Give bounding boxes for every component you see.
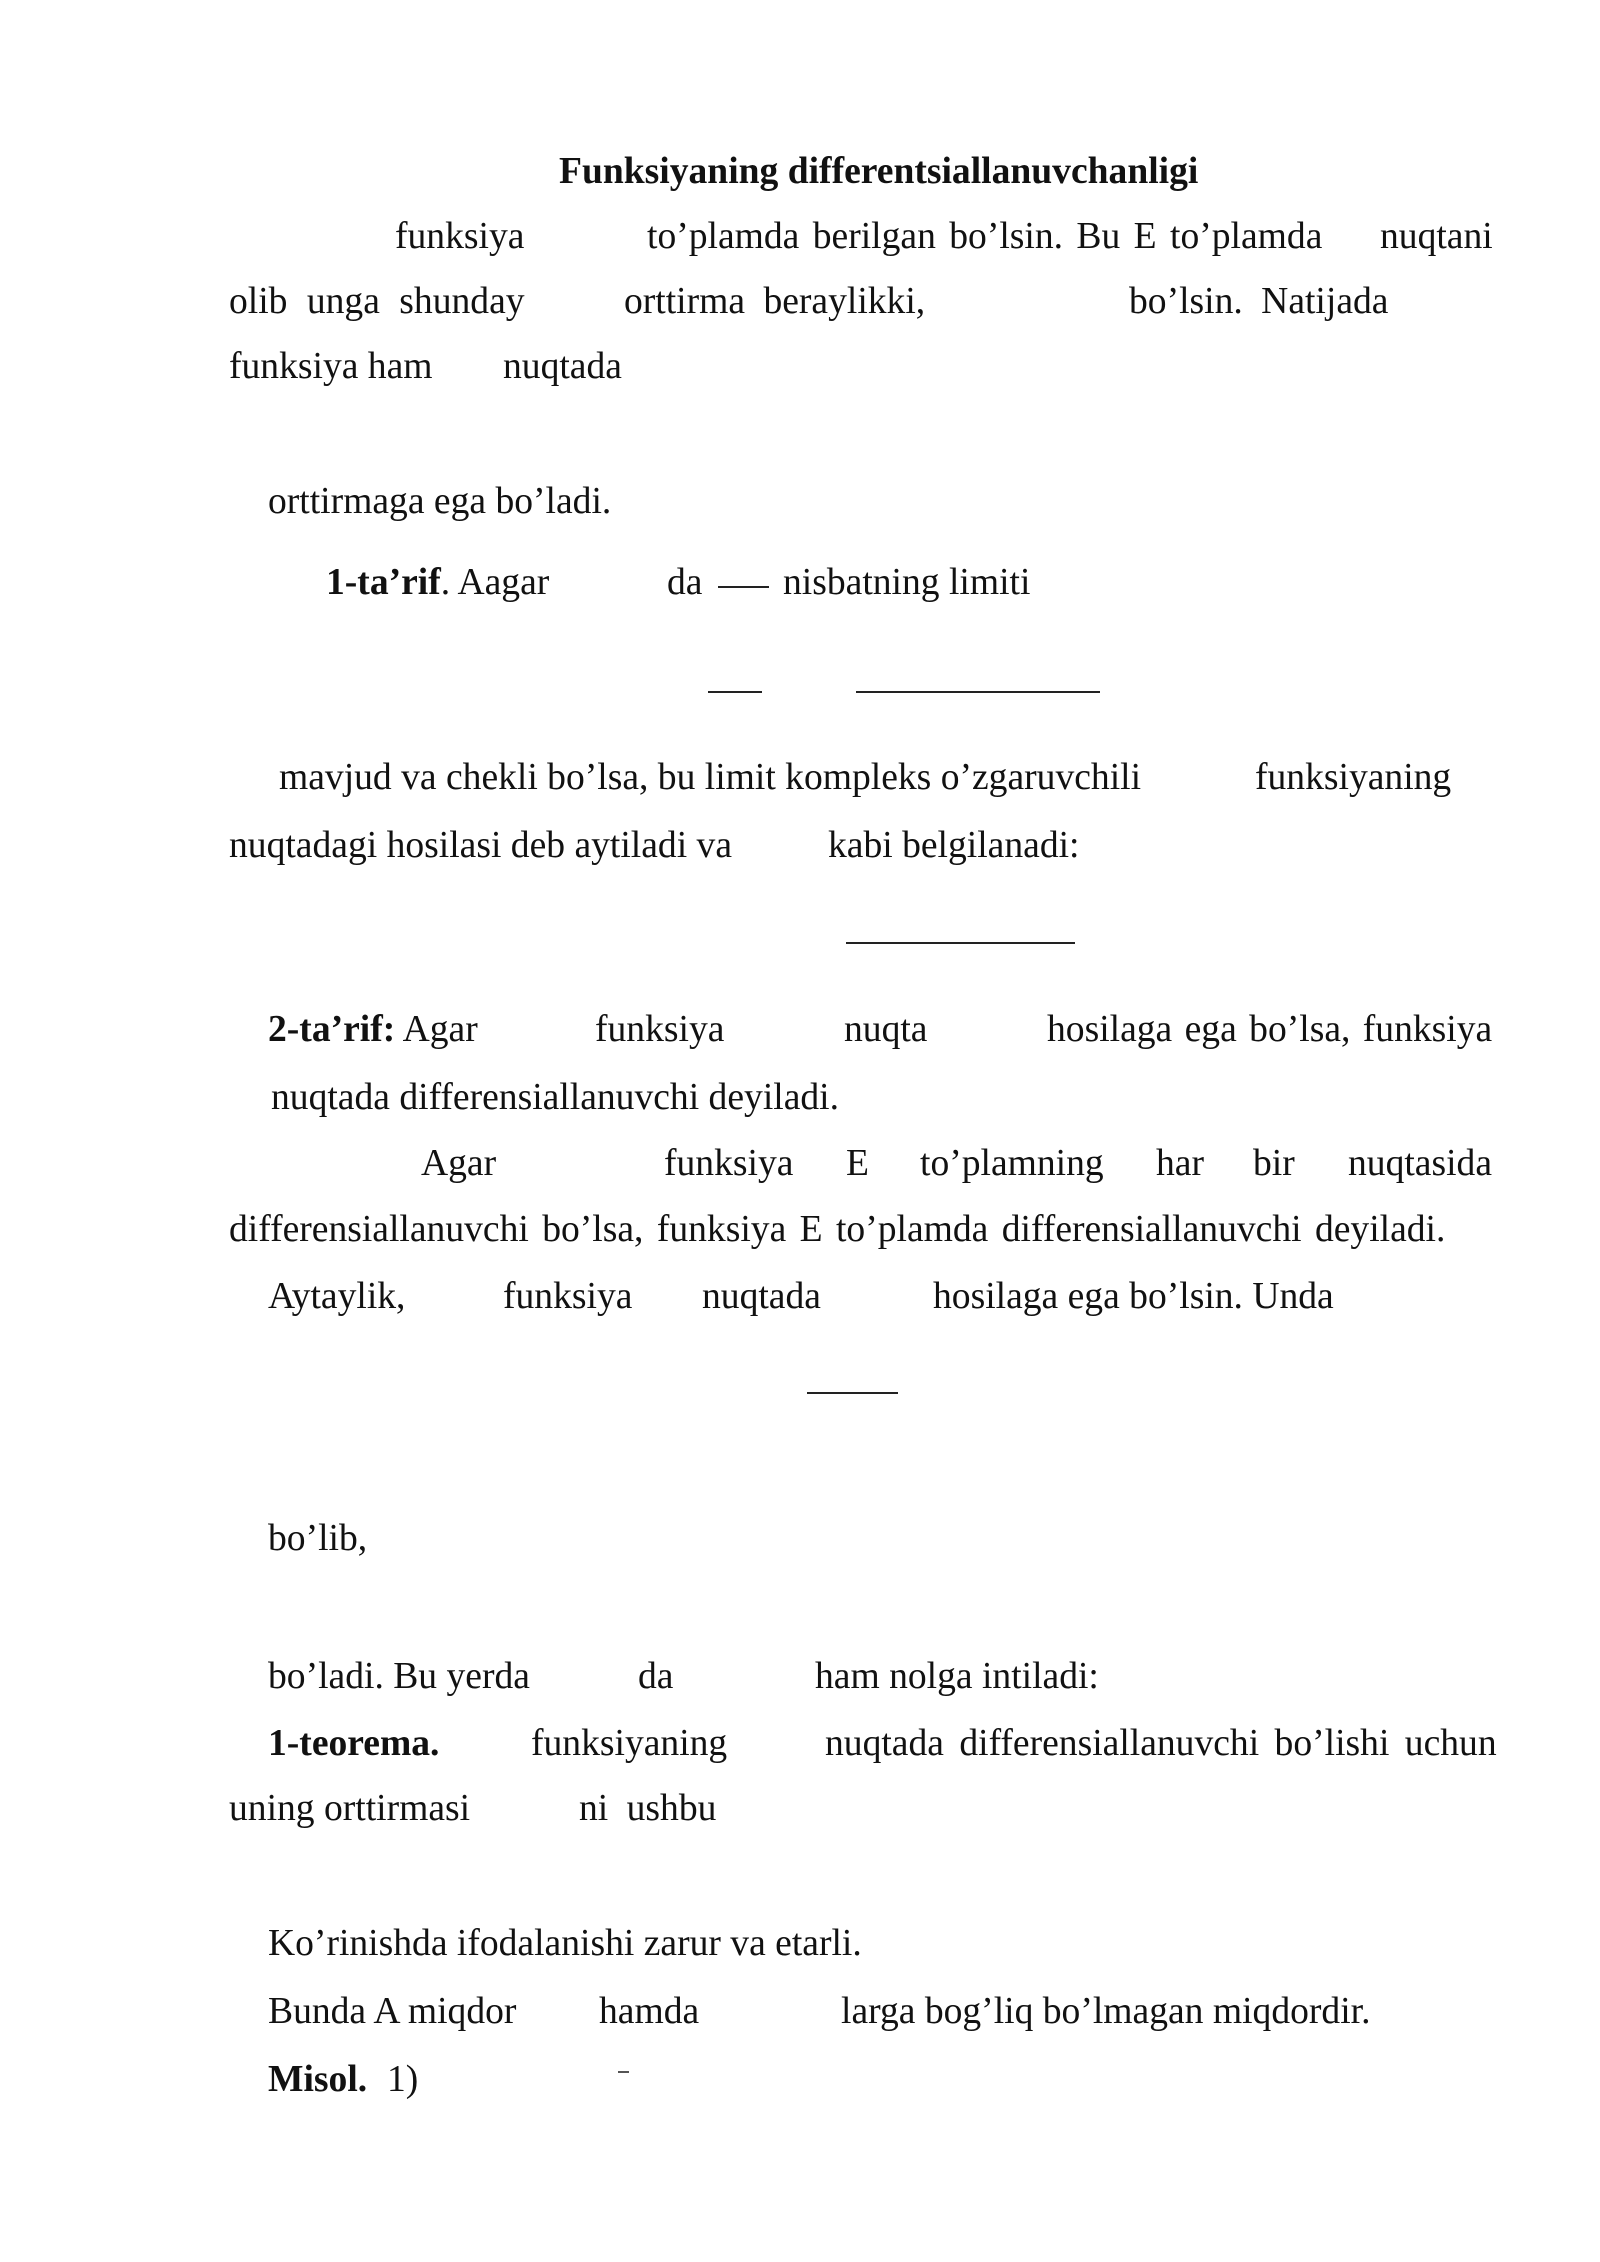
text-segment: larga bog’liq bo’lmagan miqdordir. [841, 1991, 1371, 2032]
fraction-bar [807, 1392, 898, 1394]
text-segment: bir [1253, 1143, 1295, 1184]
text-segment: funksiyaning [1255, 757, 1452, 798]
text-segment: ham nolga intiladi: [815, 1656, 1099, 1697]
text-segment: da [667, 562, 703, 603]
text-segment: funksiya [503, 1276, 633, 1317]
text-segment: hamda [599, 1991, 700, 2032]
text-segment: hosilaga ega bo’lsa, funksiya [1047, 1009, 1493, 1050]
fraction-bar [856, 691, 1100, 693]
text-segment: bo’lib, [268, 1518, 368, 1559]
fraction-bar [846, 942, 1075, 944]
text-segment: bo’lsin. Natijada [1129, 281, 1389, 322]
text-segment: nuqta [844, 1009, 928, 1050]
text-segment: nuqtada differensiallanuvchi bo’lishi uchun [825, 1723, 1497, 1764]
text-segment: nuqtada [503, 346, 622, 387]
text-segment: hosilaga ega bo’lsin. Unda [933, 1276, 1334, 1317]
text-segment: nisbatning limiti [783, 562, 1031, 603]
text-segment: to’plamda berilgan bo’lsin. Bu E to’plamda [647, 216, 1323, 257]
example-label: Misol. [268, 2059, 368, 2100]
text-segment: ni ushbu [579, 1788, 717, 1829]
text-segment: bo’ladi. Bu yerda [268, 1656, 530, 1697]
definition-1-heading [326, 561, 549, 605]
text-segment: orttirma beraylikki, [624, 281, 926, 322]
text-segment: uning orttirmasi [229, 1788, 471, 1829]
text-segment: olib unga shunday [229, 281, 525, 322]
text-segment: Bunda A miqdor [268, 1991, 517, 2032]
text-segment: differensiallanuvchi bo’lsa, funksiya E to’plamda differensiallanuvchi deyiladi. [229, 1209, 1446, 1250]
fraction-bar [718, 586, 769, 588]
text-segment: funksiya ham [229, 346, 433, 387]
definition-1-label: 1-ta’rif [326, 562, 441, 603]
definition-2-heading [268, 1008, 478, 1052]
text-segment: E [846, 1143, 869, 1184]
text-segment: funksiya [595, 1009, 725, 1050]
text-segment: nuqtadagi hosilasi deb aytiladi va [229, 825, 733, 866]
theorem-1-label: 1-teorema. [268, 1723, 440, 1764]
text-segment: Ko’rinishda ifodalanishi zarur va etarli. [268, 1923, 862, 1964]
page-title: Funksiyaning differentsiallanuvchanligi [559, 151, 1199, 192]
fraction-bar [708, 691, 762, 693]
text-segment: 1) [387, 2059, 419, 2100]
text-segment: nuqtada [702, 1276, 821, 1317]
text-segment: Aytaylik, [268, 1276, 406, 1317]
text-segment: to’plamning [920, 1143, 1104, 1184]
text-segment: mavjud va chekli bo’lsa, bu limit kompleks o’zgaruvchili [279, 757, 1142, 798]
formula-fragment [618, 2071, 629, 2073]
text-segment: nuqtada differensiallanuvchi deyiladi. [271, 1077, 840, 1118]
text-segment: . Aagar [440, 562, 550, 603]
text-segment: kabi belgilanadi: [828, 825, 1080, 866]
text-segment: Agar [395, 1009, 478, 1050]
text-segment: nuqtasida [1348, 1143, 1493, 1184]
text-segment: nuqtani [1380, 216, 1493, 257]
definition-2-label: 2-ta’rif: [268, 1009, 396, 1050]
text-segment: har [1156, 1143, 1204, 1184]
text-segment: orttirmaga ega bo’ladi. [268, 481, 612, 522]
text-segment: Agar [421, 1143, 497, 1184]
text-segment: da [638, 1656, 674, 1697]
text-segment: funksiya [664, 1143, 794, 1184]
text-segment: funksiyaning [531, 1723, 728, 1764]
text-segment: funksiya [395, 216, 525, 257]
